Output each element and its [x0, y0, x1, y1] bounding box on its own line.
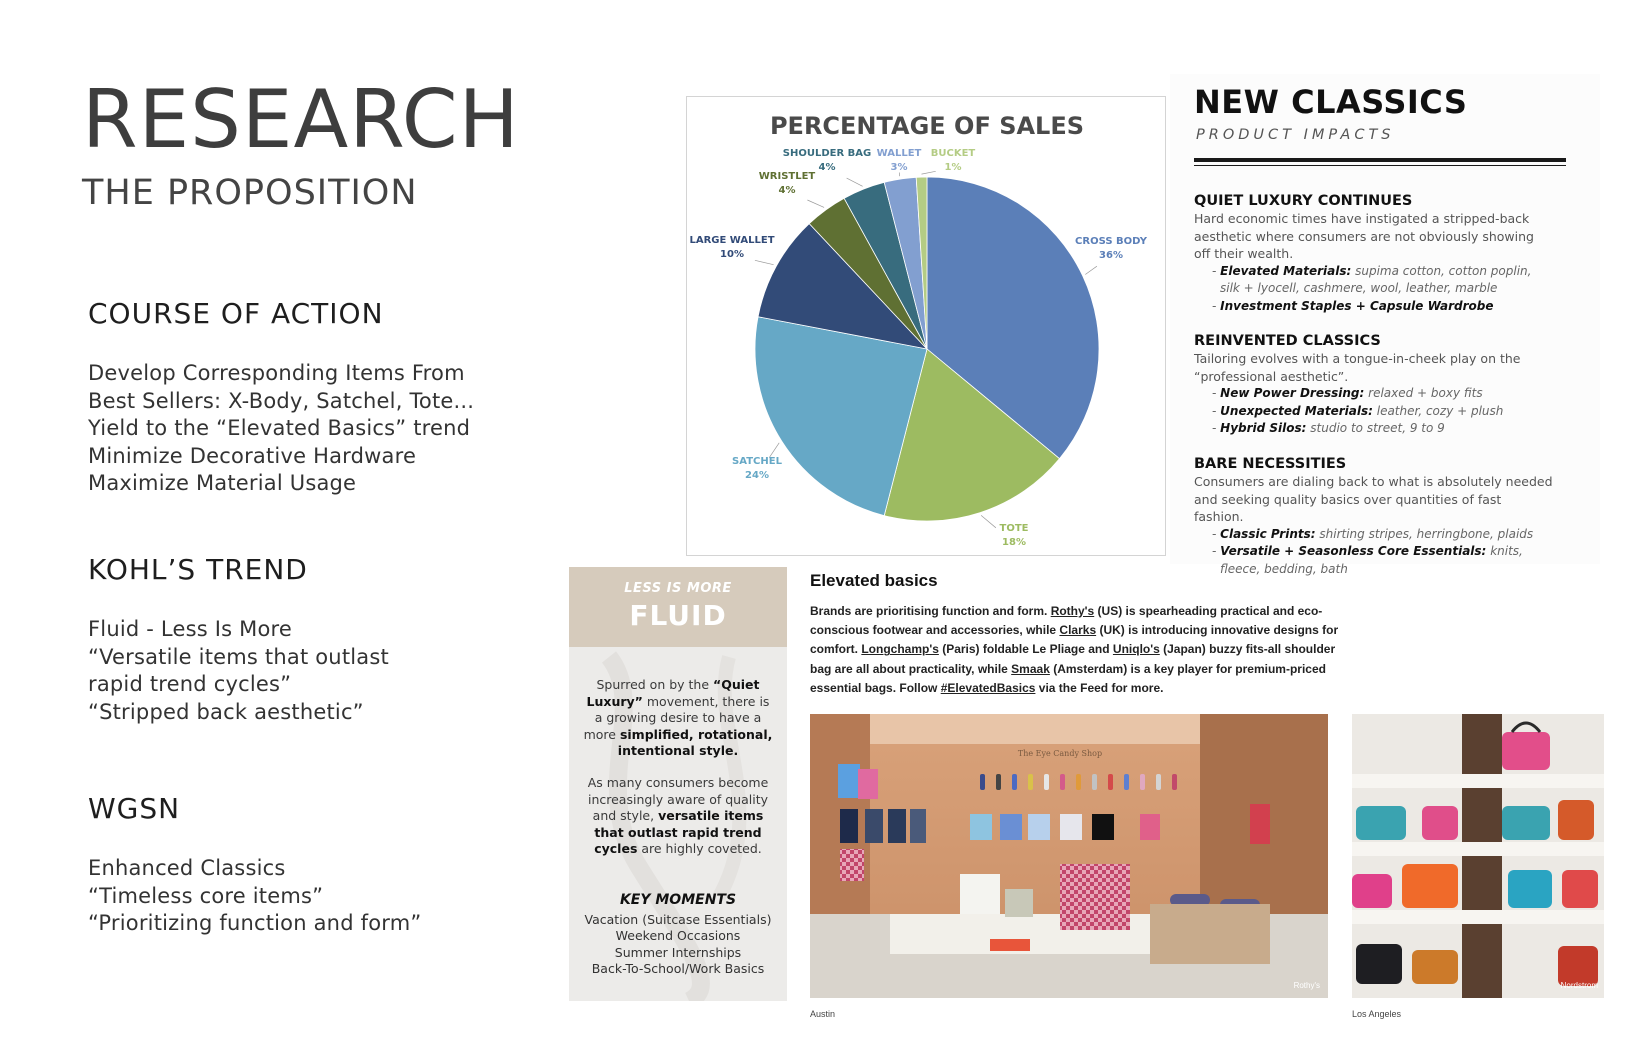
trend-text: Hard economic times have instigated a stripped-back aesthetic where consumers are not obviously showing off their wealth.: [1194, 211, 1534, 261]
slice-label: CROSS BODY: [1075, 236, 1147, 247]
section-line: “Timeless core items”: [88, 883, 324, 908]
section-line: “Prioritizing function and form”: [88, 911, 422, 935]
leader-line: [1085, 266, 1097, 274]
brand-link-longchamp[interactable]: Longchamp's: [861, 642, 939, 657]
trend-item: - Classic Prints: shirting stripes, herringbone, plaids: [1212, 526, 1534, 541]
slice-label: WALLET: [876, 148, 922, 159]
trend-item: - Elevated Materials: supima cotton, cotton poplin, silk + lyocell, cashmere, wool, leather, marble: [1212, 263, 1532, 295]
slice-label: TOTE: [999, 523, 1029, 534]
section-heading: KOHL’S TREND: [88, 553, 308, 586]
slice-value-label: 1%: [944, 162, 962, 173]
trend-item: - New Power Dressing: relaxed + boxy fits: [1212, 386, 1483, 400]
key-moments-heading: KEY MOMENTS: [619, 892, 737, 908]
slice-value-label: 10%: [720, 249, 744, 260]
section-heading: COURSE OF ACTION: [88, 297, 384, 330]
section-line: rapid trend cycles”: [88, 672, 292, 696]
section-line: “Stripped back aesthetic”: [88, 699, 364, 724]
section-line: Yield to the “Elevated Basics” trend: [88, 416, 471, 440]
store-interior-illustration: [810, 714, 1328, 998]
section-line: Best Sellers: X-Body, Satchel, Tote...: [88, 388, 475, 413]
slice-value-label: 4%: [778, 185, 796, 196]
key-moment-item: Back-To-School/Work Basics: [591, 960, 765, 976]
trend-heading: BARE NECESSITIES: [1194, 456, 1347, 472]
leader-line: [847, 178, 863, 186]
course-of-action-section: [88, 297, 558, 498]
photo-credit: Nordstrom: [1560, 981, 1598, 990]
fluid-trend-card: [569, 567, 787, 1001]
trend-block-reinvented-classics: [1194, 332, 1554, 438]
kohls-trend-section: [88, 553, 558, 726]
store-photo-austin: [810, 714, 1328, 998]
store-photo-los-angeles: [1352, 714, 1604, 998]
key-moment-item: Summer Internships: [614, 944, 742, 960]
trend-item: - Versatile + Seasonless Core Essentials: knits, fleece, bedding, bath: [1212, 544, 1523, 576]
trend-block-bare-necessities: [1194, 455, 1554, 578]
slice-value-label: 18%: [1002, 537, 1026, 548]
leader-line: [922, 171, 936, 174]
page-subtitle: THE PROPOSITION: [82, 173, 418, 213]
slice-value-label: 4%: [818, 162, 836, 173]
handbag-shelf-illustration: [1352, 714, 1604, 998]
section-line: Minimize Decorative Hardware: [88, 443, 417, 468]
trend-block-quiet-luxury: [1194, 192, 1554, 315]
slice-label: BUCKET: [930, 148, 976, 159]
photo-caption: Austin: [810, 1009, 836, 1019]
brand-link-clarks[interactable]: Clarks: [1059, 623, 1097, 638]
leader-line: [981, 515, 996, 527]
trend-text: Tailoring evolves with a tongue-in-cheek play on the “professional aesthetic”.: [1194, 351, 1521, 384]
hashtag-link[interactable]: #ElevatedBasics: [940, 680, 1036, 695]
slice-label: SATCHEL: [732, 456, 782, 467]
store-sign: The Eye Candy Shop: [1017, 749, 1103, 758]
trend-item: - Investment Staples + Capsule Wardrobe: [1212, 298, 1494, 313]
elevated-basics-text: [810, 602, 1370, 698]
text-line: Brands are prioritising function and form. Rothy's (US) is spearheading practical and eco-: [810, 604, 1323, 618]
new-classics-subtitle: PRODUCT IMPACTS: [1196, 127, 1395, 143]
leader-line: [755, 260, 774, 264]
slice-label: SHOULDER BAG: [782, 148, 872, 159]
text-line: conscious footwear and accessories, while Clarks (UK) is introducing innovative designs for: [810, 623, 1339, 638]
divider: [1194, 165, 1566, 166]
divider: [1194, 158, 1566, 162]
brand-link-rothys[interactable]: Rothy's: [1050, 604, 1095, 618]
photo-caption: Los Angeles: [1352, 1009, 1402, 1019]
leader-line: [807, 200, 824, 207]
slice-value-label: 3%: [890, 162, 908, 173]
chart-title: PERCENTAGE OF SALES: [769, 112, 1085, 140]
new-classics-title: NEW CLASSICS: [1194, 83, 1468, 121]
section-line: Fluid - Less Is More: [88, 617, 292, 641]
text-line: bag are all about practicality, while Smaak (Amsterdam) is a key player for premium-priced: [810, 661, 1326, 676]
section-line: Maximize Material Usage: [88, 471, 357, 495]
section-line: Enhanced Classics: [88, 856, 286, 880]
brand-link-uniqlo[interactable]: Uniqlo's: [1112, 642, 1160, 657]
page-title: RESEARCH: [82, 73, 520, 166]
trend-heading: QUIET LUXURY CONTINUES: [1194, 193, 1413, 209]
pie-chart: [687, 97, 1167, 557]
trend-item: - Unexpected Materials: leather, cozy + plush: [1212, 403, 1504, 418]
trend-heading: REINVENTED CLASSICS: [1194, 333, 1381, 349]
section-line: Develop Corresponding Items From: [88, 361, 465, 385]
trend-text: Consumers are dialing back to what is absolutely needed and seeking quality basics over quantities of fast fashion.: [1194, 474, 1553, 524]
slice-value-label: 24%: [745, 470, 769, 481]
wgsn-section: [88, 792, 558, 938]
photo-credit: Rothy's: [1293, 981, 1320, 990]
fluid-title: FLUID: [629, 599, 727, 632]
slice-label: WRISTLET: [758, 171, 816, 182]
fluid-kicker: LESS IS MORE: [624, 581, 732, 596]
pie-chart-panel: [686, 96, 1166, 556]
fluid-paragraph: As many consumers become increasingly aware of quality and style, versatile items that outlast rapid trend cycles are highly coveted.: [587, 775, 769, 856]
section-line: “Versatile items that outlast: [88, 644, 389, 669]
text-line: comfort. Longchamp's (Paris) foldable Le Pliage and Uniqlo's (Japan) buzzy fits-all shoulder: [810, 642, 1336, 657]
trend-item: - Hybrid Silos: studio to street, 9 to 9: [1212, 421, 1445, 435]
brand-link-smaak[interactable]: Smaak: [1011, 661, 1050, 676]
new-classics-panel: [1170, 74, 1600, 576]
fluid-paragraph: Spurred on by the “Quiet Luxury” movement, there is a growing desire to have a more simplified, rotational, intentional style.: [583, 677, 773, 758]
slice-value-label: 36%: [1099, 250, 1123, 261]
elevated-basics-title: Elevated basics: [810, 571, 938, 590]
key-moment-item: Vacation (Suitcase Essentials): [584, 912, 772, 927]
text-line: essential bags. Follow #ElevatedBasics via the Feed for more.: [810, 680, 1164, 695]
section-heading: WGSN: [88, 792, 181, 825]
slice-label: LARGE WALLET: [689, 235, 775, 246]
key-moment-item: Weekend Occasions: [615, 928, 741, 944]
